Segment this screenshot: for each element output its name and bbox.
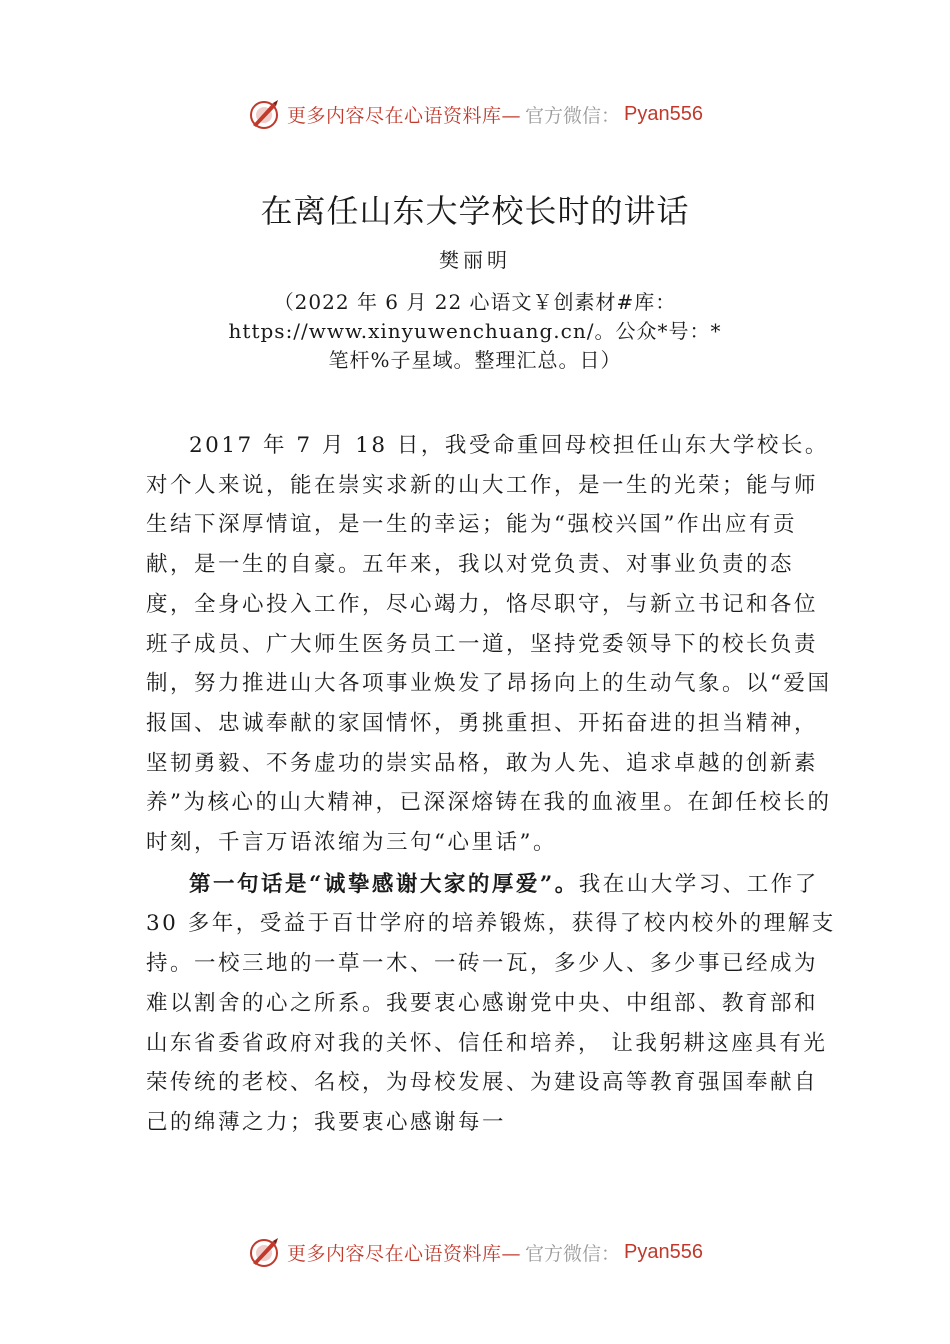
- paragraph-2-lead: 第一句话是“诚挚感谢大家的厚爱”。: [189, 871, 579, 897]
- paragraph-1: 2017 年 7 月 18 日，我受命重回母校担任山东大学校长。对个人来说，能在崇实求新的山大工作，是一生的光荣；能与师生结下深厚情谊，是一生的幸运；能为“强校兴国”作出应有贡献，是一生的自豪。五年来，我以对党负责、对事业负责的态度，全身心投入工作，尽心竭力，恪尽职守，与新立书记和各位班子成员、广大师生医务员工一道，坚持党委领导下的校长负责制，努力推进山大各项事业焕发了昂扬向上的生动气象。以“爱国报国、忠诚奉献的家国情怀，勇挑重担、开拓奋进的担当精神，坚韧勇毅、不务虚功的崇实品格，敢为人先、追求卓越的创新素养”为核心的山大精神，已深深熔铸在我的血液里。在卸任校长的时刻，千言万语浓缩为三句“心里话”。: [146, 433, 832, 856]
- quill-seal-icon: [247, 97, 281, 131]
- banner-wechat-id: Pyan556: [624, 1240, 703, 1263]
- document-title: 在离任山东大学校长时的讲话: [260, 192, 690, 230]
- paragraph-2-text: 我在山大学习、工作了 30 多年，受益于百廿学府的培养锻炼，获得了校内校外的理解支持。一校三地的一草一木、一砖一瓦，多少人、多少事已经成为难以割舍的心之所系。我要衷心感谢党中央、中组部、教育部和山东省委省政府对我的关怀、信任和培养， 让我躬耕这座具有光荣传统的老校、名校，为母校发展、为建设高等教育强国奉献自己的绵薄之力；我要衷心感谢每一: [146, 871, 836, 1135]
- banner-wechat-label: 官方微信：: [525, 1242, 621, 1265]
- document-meta: （2022 年 6 月 22 心语文￥创素材#库：https://www.xinyuwenchuang.cn/。公众*号：*笔杆%子星域。整理汇总。日）: [228, 290, 722, 372]
- banner-wechat-id: Pyan556: [624, 102, 703, 125]
- paragraph-2: [146, 865, 836, 1143]
- banner-slogan: 更多内容尽在心语资料库—: [287, 1242, 522, 1265]
- banner-slogan: 更多内容尽在心语资料库—: [287, 104, 522, 127]
- banner-wechat-label: 官方微信：: [525, 104, 621, 127]
- document-author: 樊丽明: [439, 248, 511, 272]
- quill-seal-icon: [247, 1235, 281, 1269]
- header-banner: [0, 94, 950, 134]
- footer-banner: [0, 1232, 950, 1272]
- document-body: [146, 426, 836, 1143]
